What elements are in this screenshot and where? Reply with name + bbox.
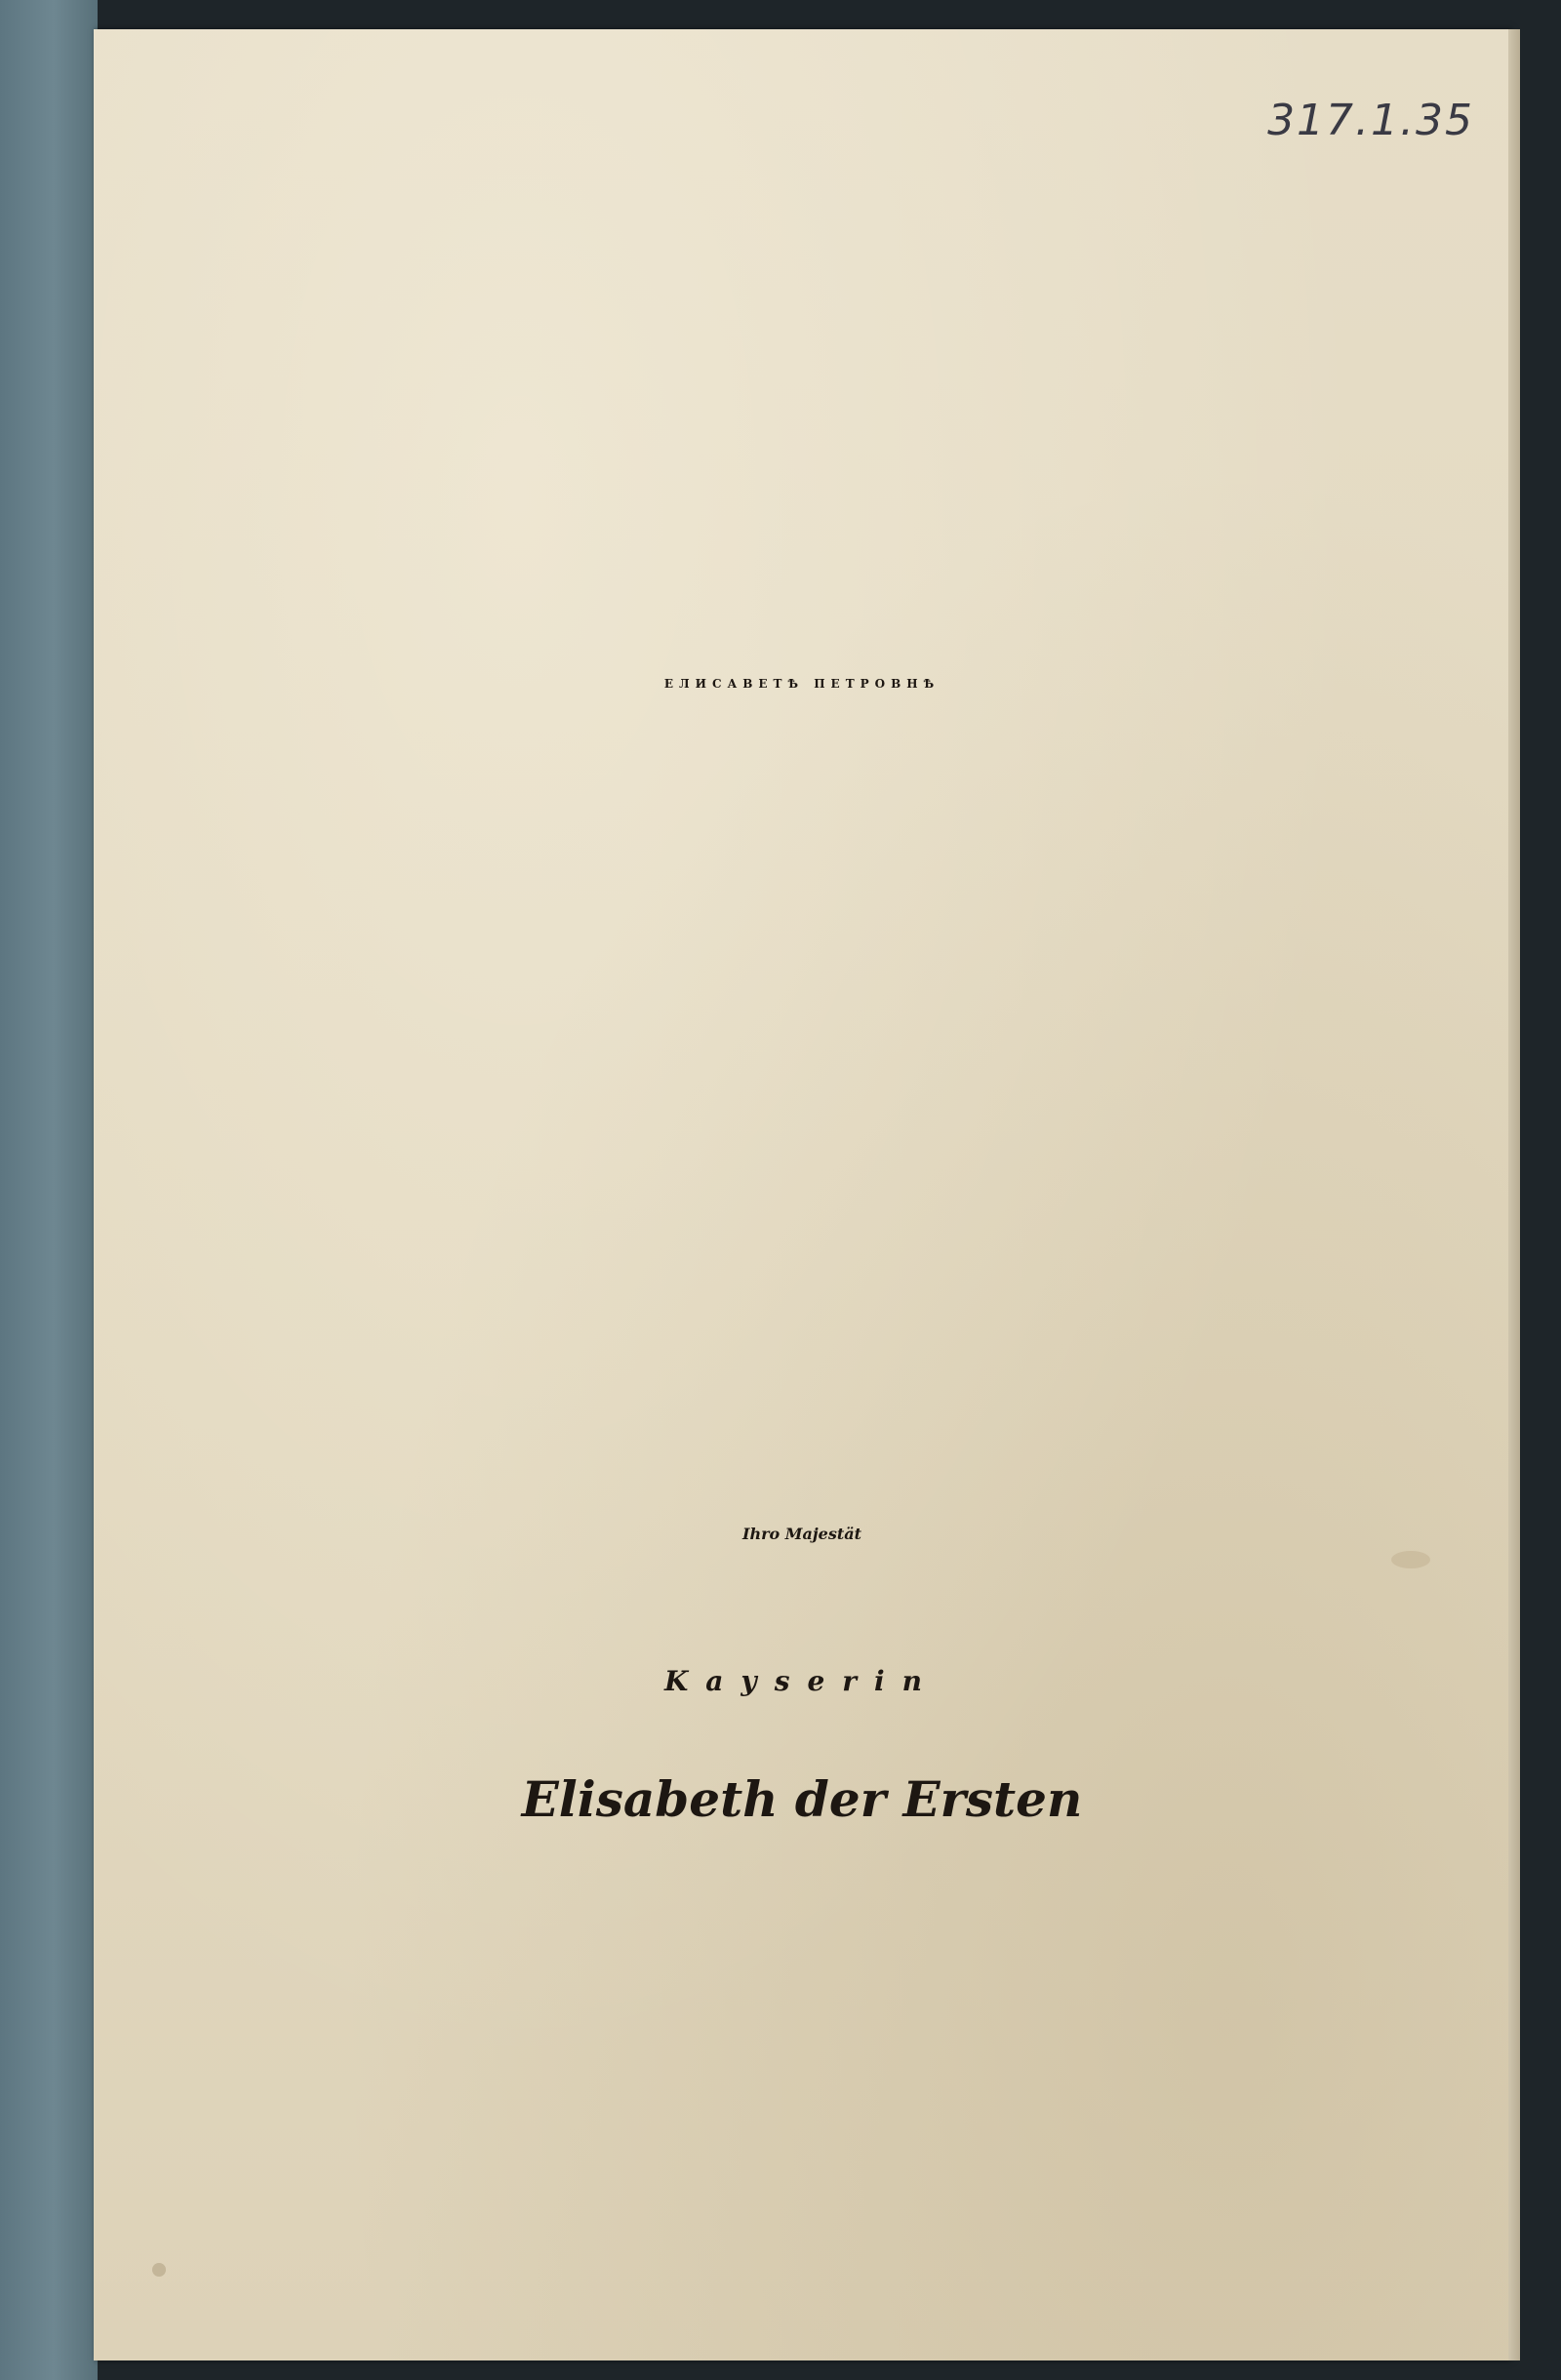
- shelfmark: 317.1.35: [1267, 96, 1474, 145]
- de-line: Kayserin: [663, 1665, 941, 1697]
- page-edge: [1508, 29, 1520, 2360]
- ru-name-line: ЕЛИСАВЕТѢ ПЕТРОВНѢ: [663, 677, 941, 691]
- book-binding: [0, 0, 98, 2380]
- paper-stain: [1391, 1551, 1430, 1568]
- de-line: Ihro Majestät: [742, 1525, 861, 1543]
- de-name-line: Elisabeth der Ersten: [521, 1770, 1083, 1828]
- title-page: [94, 29, 1510, 2360]
- paper-stain: [152, 2263, 166, 2277]
